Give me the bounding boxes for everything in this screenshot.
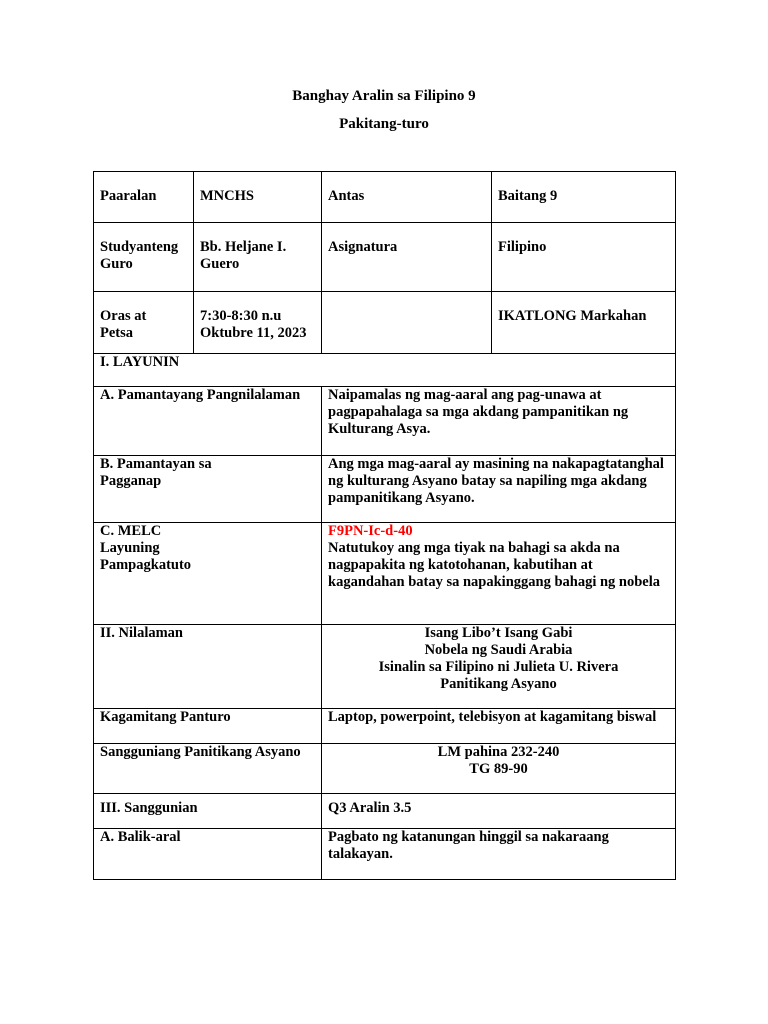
pangnilalaman-label: A. Pamantayang Pangnilalaman <box>94 387 322 456</box>
melc-label <box>94 523 322 625</box>
sanggunian-value: Q3 Aralin 3.5 <box>322 794 676 829</box>
antas-value: Baitang 9 <box>492 172 676 223</box>
table-row <box>94 523 676 625</box>
balik-aral-label: A. Balik-aral <box>94 829 322 880</box>
oras-value-line: Oktubre 11, 2023 <box>200 325 307 341</box>
table-row <box>94 744 676 794</box>
nilalaman-line: Panitikang Asyano <box>440 676 557 692</box>
asignatura-label: Asignatura <box>322 223 492 292</box>
table-row <box>94 387 676 456</box>
balik-aral-value: Pagbato ng katanungan hinggil sa nakaraang talakayan. <box>322 829 676 880</box>
table-row <box>94 794 676 829</box>
document-subtitle: Pakitang-turo <box>339 116 429 132</box>
guro-label-line: Studyanteng <box>100 239 179 255</box>
table-row <box>94 172 676 223</box>
lesson-plan-table <box>93 171 676 880</box>
sanggunian-panitikan-label: Sangguniang Panitikang Asyano <box>94 744 322 794</box>
sanggunian-label: III. Sanggunian <box>94 794 322 829</box>
table-row <box>94 354 676 387</box>
kagamitan-value: Laptop, powerpoint, telebisyon at kagamitang biswal <box>322 709 676 744</box>
layunin-heading: I. LAYUNIN <box>94 354 676 387</box>
markahan-value: IKATLONG Markahan <box>492 292 676 354</box>
table-row <box>94 709 676 744</box>
guro-value-line: Guero <box>200 256 240 272</box>
oras-label-line: Petsa <box>100 325 134 341</box>
paaralan-label: Paaralan <box>94 172 194 223</box>
oras-value-line: 7:30-8:30 n.u <box>200 308 282 324</box>
melc-description: Natutukoy ang mga tiyak na bahagi sa akda na nagpapakita ng katotohanan, kabutihan at kagandahan batay sa napakinggang bahagi ng nobela <box>328 540 661 590</box>
oras-value <box>194 292 322 354</box>
table-row <box>94 456 676 523</box>
nilalaman-line: Nobela ng Saudi Arabia <box>424 642 573 658</box>
kagamitan-label: Kagamitang Panturo <box>94 709 322 744</box>
nilalaman-value <box>322 625 676 709</box>
guro-value-line: Bb. Heljane I. <box>200 239 287 255</box>
sanggunian-panitikan-line: TG 89-90 <box>469 761 528 777</box>
sanggunian-panitikan-value <box>322 744 676 794</box>
oras-label-line: Oras at <box>100 308 147 324</box>
asignatura-value: Filipino <box>492 223 676 292</box>
pagganap-label-line: B. Pamantayan sa <box>100 456 212 472</box>
guro-label-line: Guro <box>100 256 133 272</box>
guro-value <box>194 223 322 292</box>
nilalaman-line: Isinalin sa Filipino ni Julieta U. Rivera <box>378 659 619 675</box>
nilalaman-label: II. Nilalaman <box>94 625 322 709</box>
sanggunian-panitikan-line: LM pahina 232-240 <box>437 744 560 760</box>
empty-cell <box>322 292 492 354</box>
pagganap-label-line: Pagganap <box>100 473 162 489</box>
document-title: Banghay Aralin sa Filipino 9 <box>292 88 476 104</box>
nilalaman-line: Isang Libo’t Isang Gabi <box>424 625 573 641</box>
melc-label-line: Pampagkatuto <box>100 557 192 573</box>
table-row <box>94 223 676 292</box>
oras-label <box>94 292 194 354</box>
antas-label: Antas <box>322 172 492 223</box>
pagganap-label <box>94 456 322 523</box>
melc-label-line: C. MELC <box>100 523 162 539</box>
melc-value <box>322 523 676 625</box>
table-row <box>94 829 676 880</box>
guro-label <box>94 223 194 292</box>
pagganap-value: Ang mga mag-aaral ay masining na nakapagtatanghal ng kulturang Asyano batay sa napiling mga akdang pampanitikang Asyano. <box>322 456 676 523</box>
paaralan-value: MNCHS <box>194 172 322 223</box>
melc-label-line: Layuning <box>100 540 160 556</box>
table-row <box>94 625 676 709</box>
table-row <box>94 292 676 354</box>
pangnilalaman-value: Naipamalas ng mag-aaral ang pag-unawa at pagpapahalaga sa mga akdang pampanitikan ng Kulturang Asya. <box>322 387 676 456</box>
melc-code: F9PN-Ic-d-40 <box>328 523 413 539</box>
